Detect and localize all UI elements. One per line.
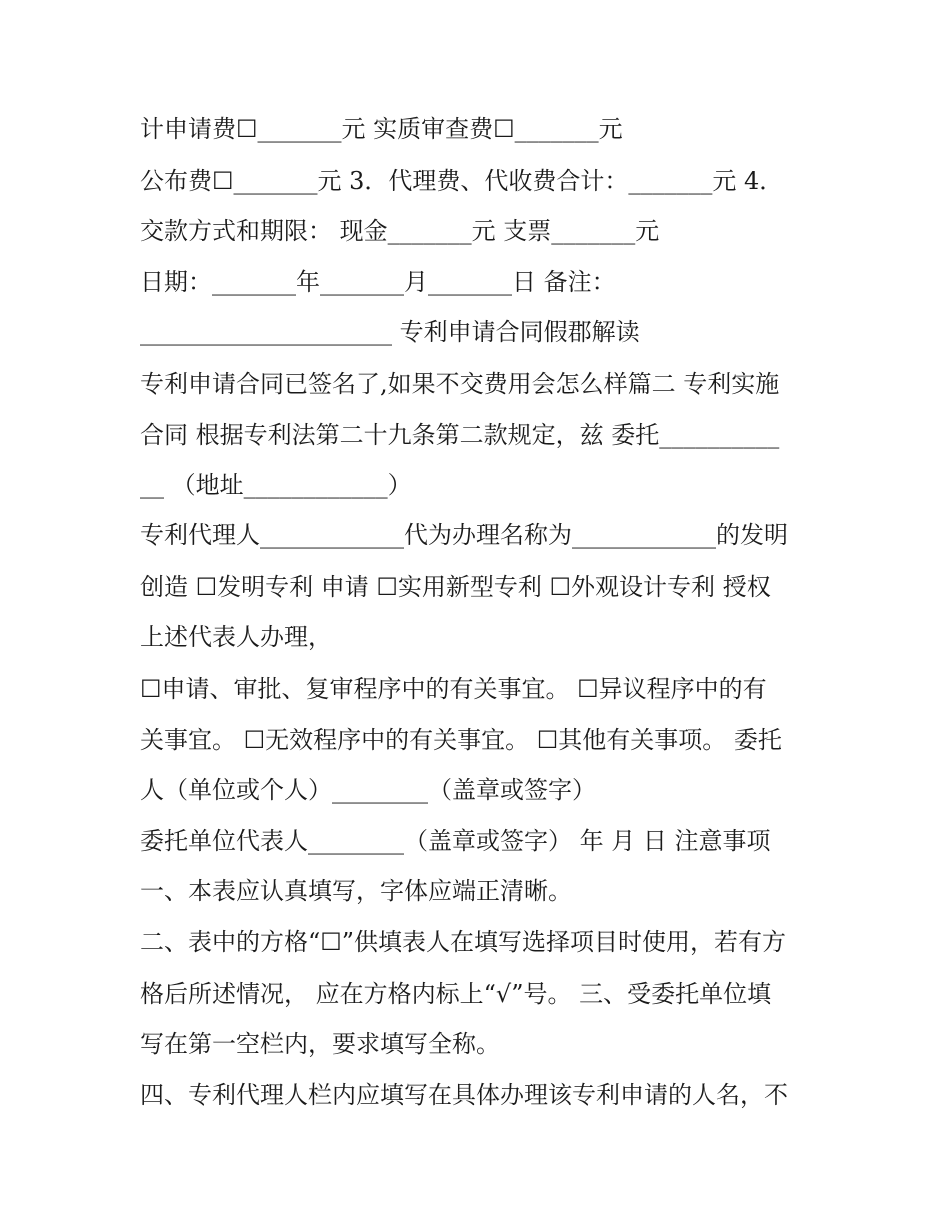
text-line: 写在第一空栏内，要求填写全称。 xyxy=(140,1030,500,1058)
text-line: 专利代理人____________代为办理名称为____________的发明 xyxy=(140,521,788,549)
text-line: 交款方式和期限： 现金_______元 支票_______元 xyxy=(140,217,660,245)
text-line: __ （地址____________） xyxy=(140,471,412,499)
text-line: 委托单位代表人________（盖章或签字） 年 月 日 注意事项 xyxy=(140,827,771,855)
text-line: ☐申请、审批、复审程序中的有关事宜。 ☐异议程序中的有 xyxy=(140,675,767,703)
text-line: 人（单位或个人）________（盖章或签字） xyxy=(140,776,596,804)
text-line: 格后所述情况， 应在方格内标上“√”号。 三、受委托单位填 xyxy=(140,980,772,1008)
text-line: 合同 根据专利法第二十九条第二款规定，兹 委托__________ xyxy=(140,421,780,449)
text-line: 上述代表人办理， xyxy=(140,623,332,651)
text-line: 二、表中的方格“☐”供填表人在填写选择项目时使用，若有方 xyxy=(140,928,787,956)
text-line: 计申请费☐_______元 实质审查费☐_______元 xyxy=(140,115,623,143)
text-line: _____________________ 专利申请合同假郡解读 xyxy=(140,318,640,346)
text-line: 公布费☐_______元 3．代理费、代收费合计：_______元 4． xyxy=(140,167,784,195)
text-line: 创造 ☐发明专利 申请 ☐实用新型专利 ☐外观设计专利 授权 xyxy=(140,573,771,601)
text-line: 一、本表应认真填写，字体应端正清晰。 xyxy=(140,877,572,905)
text-line: 四、专利代理人栏内应填写在具体办理该专利申请的人名，不 xyxy=(140,1081,788,1109)
text-line: 关事宜。 ☐无效程序中的有关事宜。 ☐其他有关事项。 委托 xyxy=(140,726,782,754)
text-line: 日期：_______年_______月_______日 备注： xyxy=(140,268,616,296)
text-line: 专利申请合同已签名了,如果不交费用会怎么样篇二 专利实施 xyxy=(140,370,780,398)
